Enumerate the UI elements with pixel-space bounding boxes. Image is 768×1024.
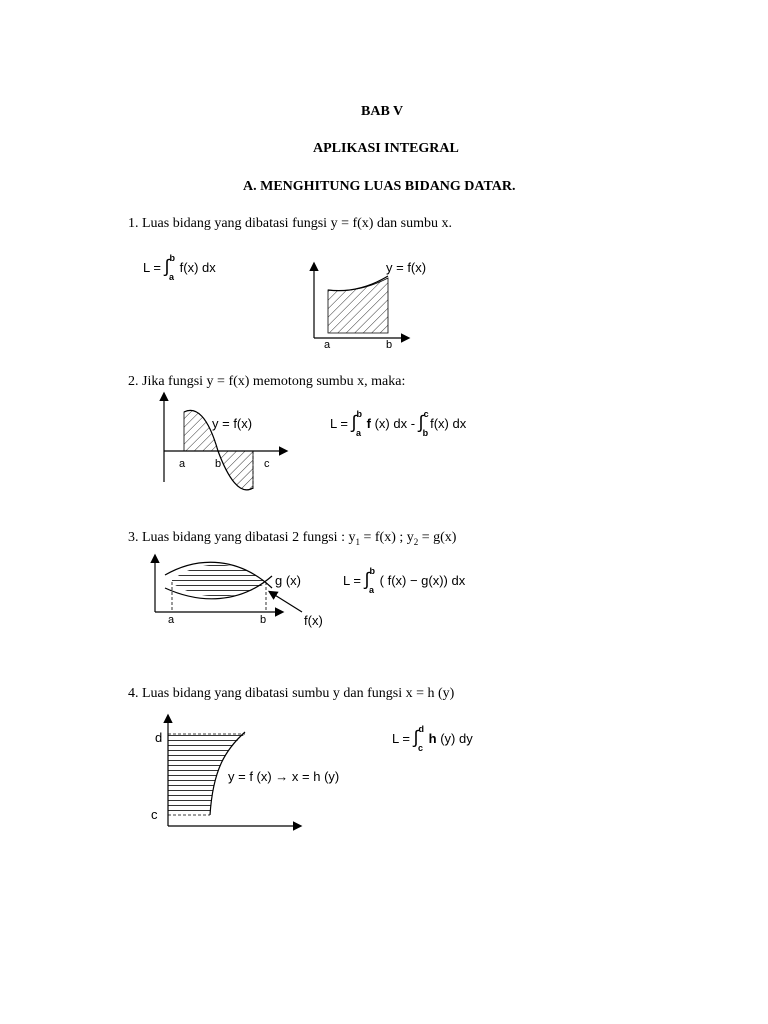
item-4-label-d: d [155, 730, 163, 745]
diagram-3 [155, 556, 302, 612]
upper-limit: b [169, 252, 176, 263]
upper-limit: b [356, 408, 363, 419]
item-2-text: 2. Jika fungsi y = f(x) memotong sumbu x, maka: [128, 374, 406, 389]
item-1-curve-label: y = f(x) [386, 260, 427, 275]
item-4-text: 4. Luas bidang yang dibatasi sumbu y dan fungsi x = h (y) [128, 686, 455, 701]
diagram-1 [314, 264, 408, 338]
integral-sign: ∫ [164, 256, 170, 276]
chapter-heading: BAB V [361, 104, 404, 119]
integrand-rest: (x) dx - [370, 416, 419, 431]
integrand-rest: (y) dy [436, 731, 473, 746]
formula-lhs: L = [143, 260, 165, 275]
lower-limit: c [418, 742, 424, 753]
diagram-4 [168, 716, 300, 826]
integrand: f(x) dx [176, 260, 216, 275]
lower-limit-2: b [422, 427, 429, 438]
integrand-h: h [425, 731, 437, 746]
subscript-2: 2 [413, 536, 419, 547]
upper-limit: d [418, 723, 425, 734]
lower-limit: a [169, 271, 175, 282]
item-2-label-a: a [179, 458, 186, 470]
integral-sign-2: ∫ [418, 412, 424, 432]
item-2-curve-label: y = f(x) [212, 416, 253, 431]
formula-lhs: L = [330, 416, 352, 431]
page-title: APLIKASI INTEGRAL [313, 141, 459, 156]
item-2-hatched-area-above [184, 410, 218, 451]
subscript-1: 1 [355, 536, 360, 547]
item-3-hatched-area [172, 565, 266, 597]
integral-sign: ∫ [413, 727, 419, 747]
item-3-label-a: a [168, 614, 175, 626]
item-4-hatched-area [168, 734, 245, 815]
item-3-text-main: 3. Luas bidang yang dibatasi 2 fungsi : y [128, 530, 356, 545]
integrand: ( f(x) − g(x)) dx [376, 573, 466, 588]
item-1-hatched-area [328, 278, 388, 333]
integrand-f: f [363, 416, 371, 431]
item-1-text: 1. Luas bidang yang dibatasi fungsi y = f(x) dan sumbu x. [128, 216, 453, 231]
formula-lhs: L = [392, 731, 414, 746]
diagram-2 [164, 394, 286, 490]
item-3-label-f: f(x) [304, 613, 323, 628]
item-4-label-c: c [151, 807, 158, 822]
item-2-label-c: c [264, 458, 270, 470]
upper-limit-2: c [423, 408, 429, 419]
item-3-label-b: b [260, 614, 267, 626]
formula-lhs: L = [343, 573, 365, 588]
integral-sign: ∫ [351, 412, 357, 432]
section-heading: A. MENGHITUNG LUAS BIDANG DATAR. [243, 179, 516, 194]
item-3-text-end: = g(x) [418, 530, 457, 545]
item-4-curve-label: y = f (x) → x = h (y) [228, 769, 340, 784]
upper-limit: b [369, 565, 376, 576]
item-1-label-a: a [324, 339, 331, 351]
lower-limit: a [356, 427, 362, 438]
item-3-text-mid: = f(x) ; y [359, 530, 414, 545]
lower-limit: a [369, 584, 375, 595]
item-3-pointer-arrow [270, 592, 302, 612]
integral-sign: ∫ [364, 569, 370, 589]
item-1-label-b: b [386, 339, 393, 351]
item-3-label-g: g (x) [275, 573, 301, 588]
integrand-2: f(x) dx [430, 416, 467, 431]
item-2-label-b: b [215, 458, 222, 470]
